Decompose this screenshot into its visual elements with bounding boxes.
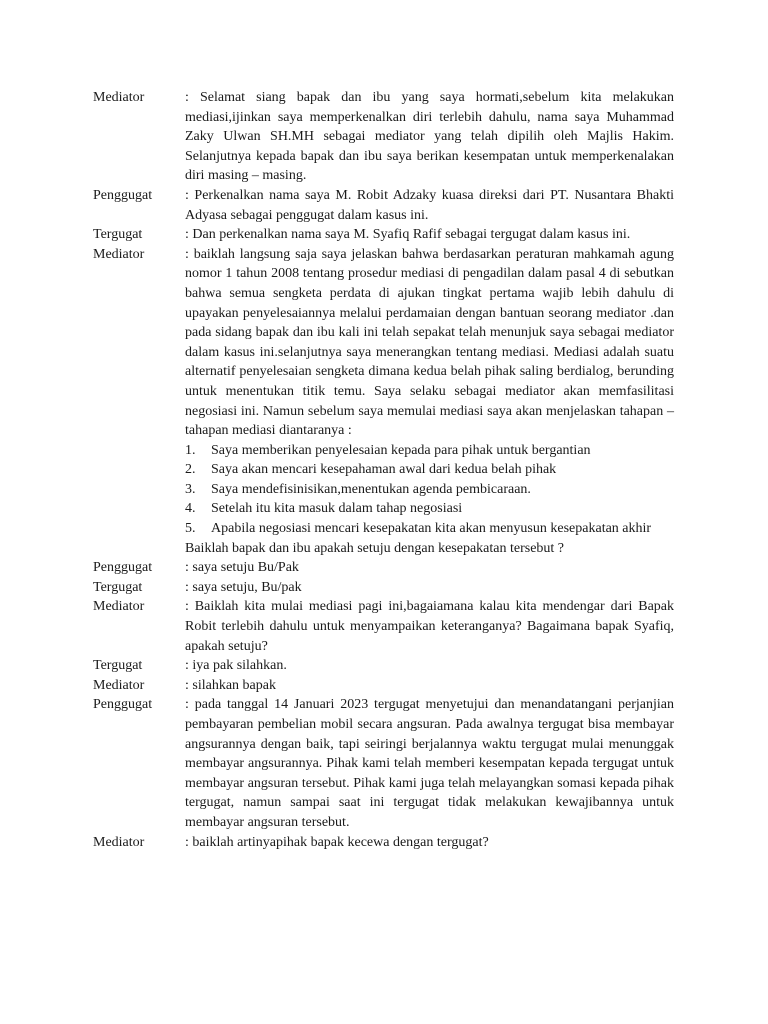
dialogue-entry	[93, 558, 674, 578]
dialogue-entry	[93, 88, 674, 186]
speaker-label: Mediator	[93, 599, 145, 615]
speaker-label: Penggugat	[93, 697, 153, 713]
dialogue-text: : saya setuju Bu/Pak	[185, 560, 299, 576]
dialogue-text: : baiklah artinyapihak bapak kecewa dengan tergugat?	[185, 834, 489, 850]
speaker-label: Penggugat	[93, 560, 153, 576]
dialogue-text: : iya pak silahkan.	[185, 658, 287, 674]
dialogue-entry	[93, 186, 674, 225]
list-text: Apabila negosiasi mencari kesepakatan kita akan menyusun kesepakatan akhir	[211, 521, 652, 537]
dialogue-entry	[93, 578, 674, 598]
speaker-label: Mediator	[93, 90, 145, 105]
list-number: 3.	[185, 481, 196, 497]
list-number: 4.	[185, 501, 196, 517]
speaker-label: Mediator	[93, 834, 145, 850]
list-number: 5.	[185, 521, 196, 537]
mediation-steps-list	[185, 441, 674, 539]
dialogue-text: : Selamat siang bapak dan ibu yang saya hormati,sebelum kita melakukan mediasi,ijinkan saya memperkenalkan diri terlebih dahulu, nama saya Muhammad Zaky Ulwan SH.MH sebagai mediator yang telah dipilih oleh Majlis Hakim. Selanjutnya kepada bapak dan ibu saya berikan kesempatan untuk memperkenalakan diri masing – masing.	[185, 90, 674, 184]
list-text: Saya akan mencari kesepahaman awal dari kedua belah pihak	[211, 462, 557, 478]
list-text: Saya mendefisinisikan,menentukan agenda pembicaraan.	[211, 481, 531, 497]
list-item	[185, 480, 674, 500]
dialogue-entry	[93, 695, 674, 832]
list-item	[185, 519, 674, 539]
list-text: Setelah itu kita masuk dalam tahap negosiasi	[211, 501, 463, 517]
dialogue-entry	[93, 597, 674, 656]
list-item	[185, 499, 674, 519]
dialogue-entry	[93, 225, 674, 245]
list-number: 1.	[185, 442, 196, 458]
list-item	[185, 441, 674, 461]
closing-question: Baiklah bapak dan ibu apakah setuju dengan kesepakatan tersebut ?	[185, 540, 565, 556]
dialogue-text: : saya setuju, Bu/pak	[185, 579, 302, 595]
dialogue-text: : pada tanggal 14 Januari 2023 tergugat menyetujui dan menandatangani perjanjian pembayaran pembelian mobil secara angsuran. Pada awalnya tergugat bisa membayar angsurannya dengan baik, tapi seiringi berjalannya waktu tergugat mulai menunggak membayar angsurannya. Pihak kami telah memberi kesempatan kepada tergugat untuk membayar angsuran tersebut. Pihak kami juga telah melayangkan somasi kepada pihak tergugat, namun sampai saat ini tergugat tidak melakukan kewajibannya untuk membayar angsuran tersebut.	[185, 697, 674, 830]
list-item	[185, 460, 674, 480]
dialogue-entry	[93, 676, 674, 696]
dialogue-text: : Perkenalkan nama saya M. Robit Adzaky kuasa direksi dari PT. Nusantara Bhakti Adyasa sebagai penggugat dalam kasus ini.	[185, 187, 674, 223]
dialogue-entry	[93, 656, 674, 676]
speaker-label: Tergugat	[93, 658, 143, 674]
dialogue-text: : baiklah langsung saja saya jelaskan bahwa berdasarkan peraturan mahkamah agung nomor 1 tahun 2008 tentang prosedur mediasi di pengadilan dalam pasal 4 di sebutkan bahwa semua sengketa perdata di ajukan tingkat pertama wajib lebih dahulu di upayakan penyelesaiannya melalui perdamaian dengan bantuan seorang mediator .dan pada sidang bapak dan ibu kali ini telah sepakat telah menunjuk saya sebagai mediator dalam kasus ini.selanjutnya saya menerangkan tentang mediasi. Mediasi adalah suatu alternatif penyelesaian sengketa dimana kedua belah pihak saling berdialog, berunding untuk menentukan titik temu. Saya selaku sebagai mediator akan memfasilitasi negosiasi ini. Namun sebelum saya memulai mediasi saya akan menjelaskan tahapan – tahapan mediasi diantaranya :	[185, 246, 674, 439]
list-text: Saya memberikan penyelesaian kepada para pihak untuk bergantian	[211, 442, 591, 458]
dialogue-text: : silahkan bapak	[185, 677, 276, 693]
speaker-label: Tergugat	[93, 227, 143, 243]
dialogue-entry	[93, 833, 674, 853]
dialogue-entry	[93, 245, 674, 559]
list-number: 2.	[185, 462, 196, 478]
speaker-label: Tergugat	[93, 579, 143, 595]
dialogue-text: : Baiklah kita mulai mediasi pagi ini,bagaiamana kalau kita mendengar dari Bapak Robit terlebih dahulu untuk menyampaikan keteranganya? Bagaimana bapak Syafiq, apakah setuju?	[185, 599, 674, 654]
speaker-label: Mediator	[93, 677, 145, 693]
dialogue-text: : Dan perkenalkan nama saya M. Syafiq Rafif sebagai tergugat dalam kasus ini.	[185, 227, 631, 243]
speaker-label: Mediator	[93, 246, 145, 262]
speaker-label: Penggugat	[93, 187, 153, 203]
